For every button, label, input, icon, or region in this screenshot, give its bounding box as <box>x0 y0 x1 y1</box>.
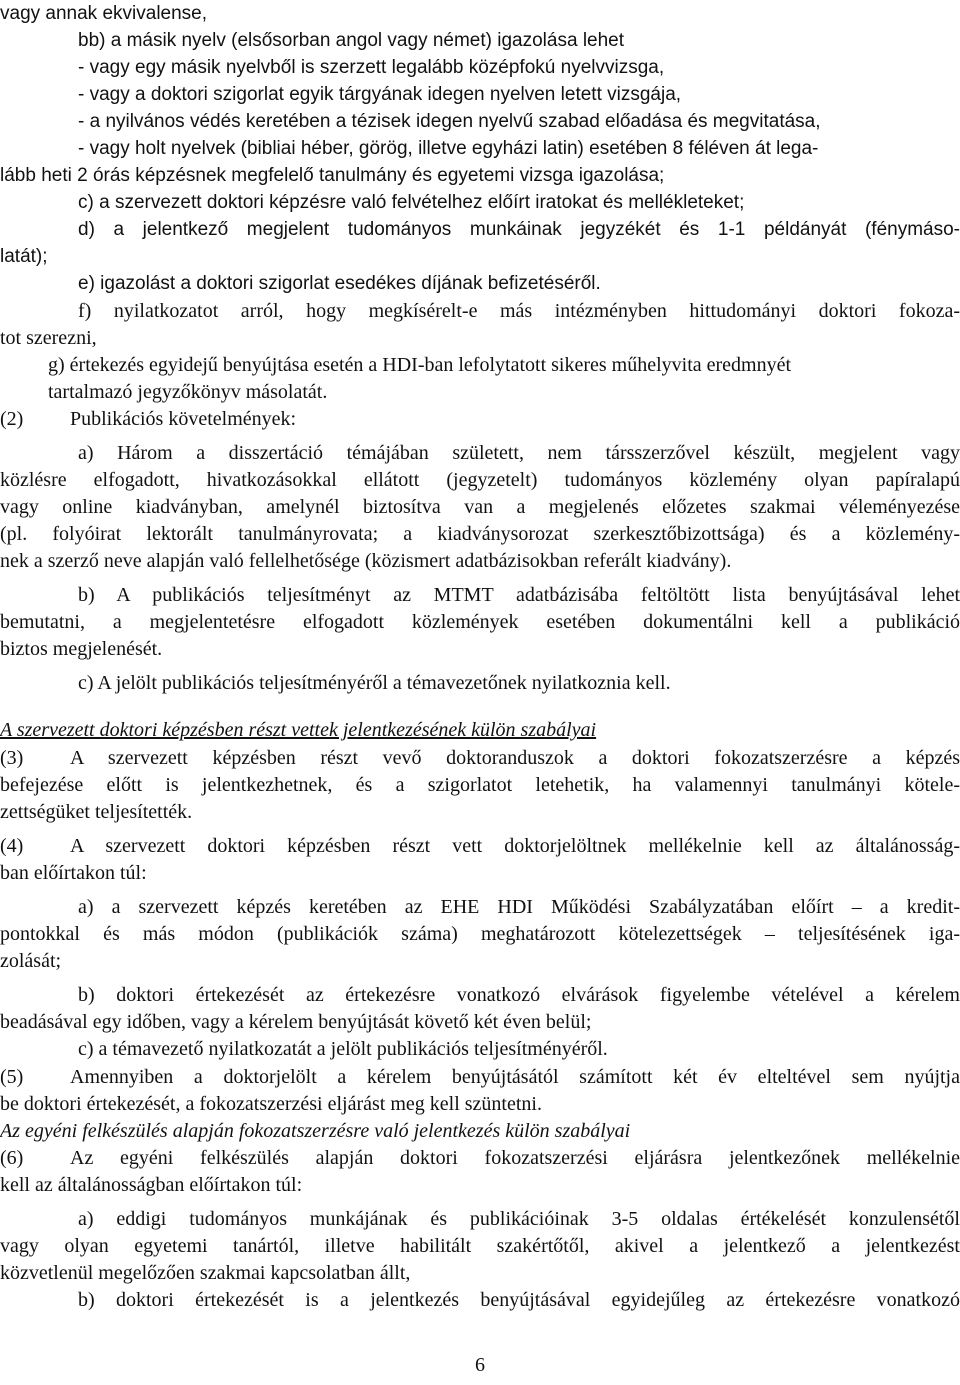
text-line: vagy online kiadványban, amelynél biztosítva van a megjelenés előzetes szakmai véleményezése <box>0 496 960 518</box>
text-line: közvetlenül megelőzően szakmai kapcsolatban állt, <box>0 1262 411 1284</box>
section-heading: A szervezett doktori képzésben részt vettek jelentkezésének külön szabályai <box>0 719 597 741</box>
paragraph-number: (3) <box>0 747 24 769</box>
text-line: be doktori értekezését, a fokozatszerzési eljárást meg kell szüntetni. <box>0 1093 542 1115</box>
paragraph-heading: (3) A szervezett képzésben részt vevő doktoranduszok a doktori fokozatszerzésre a képzés <box>0 745 960 772</box>
text-line: vagy olyan egyetemi tanártól, illetve habilitált szakértőtől, akivel a jelentkező a jelentkezést <box>0 1235 960 1257</box>
text-line: d) a jelentkező megjelent tudományos munkáinak jegyzékét és 1-1 példányát (fénymáso- <box>78 219 960 240</box>
text-line: tot szerezni, <box>0 327 97 349</box>
text-line: a) a szervezett képzés keretében az EHE HDI Működési Szabályzatában előírt – a kredit- <box>78 896 960 918</box>
text-line: c) A jelölt publikációs teljesítményéről a témavezetőnek nyilatkoznia kell. <box>78 672 671 694</box>
paragraph-heading: (6) Az egyéni felkészülés alapján doktori fokozatszerzési eljárásra jelentkezőnek mellékelnie <box>0 1145 960 1172</box>
page-number: 6 <box>475 1354 485 1376</box>
text-line: beadásával egy időben, vagy a kérelem benyújtását követő két éven belül; <box>0 1011 592 1033</box>
section-heading: Az egyéni felkészülés alapján fokozatszerzésre való jelentkezés külön szabályai <box>0 1120 631 1142</box>
text-line: nek a szerző neve alapján való fellelhetősége (közismert adatbázisokban referált kiadvány). <box>0 550 732 572</box>
text-line: - vagy holt nyelvek (bibliai héber, görög, illetve egyházi latin) esetében 8 féléven át lega- <box>78 138 819 159</box>
paragraph-heading: (4) A szervezett doktori képzésben részt vett doktorjelöltnek mellékelnie kell az általánosság- <box>0 833 960 860</box>
text-line: a) eddigi tudományos munkájának és publikációinak 3-5 oldalas értékelését konzulensétől <box>78 1208 960 1230</box>
text-line: - vagy a doktori szigorlat egyik tárgyának idegen nyelven letett vizsgája, <box>78 84 682 105</box>
text-line: bb) a másik nyelv (elsősorban angol vagy német) igazolása lehet <box>78 30 625 51</box>
text-line: ban előírtakon túl: <box>0 862 147 884</box>
paragraph-number: (2) <box>0 408 24 430</box>
text-line: - a nyilvános védés keretében a tézisek idegen nyelvű szabad előadása és megvitatása, <box>78 111 821 132</box>
text-line: e) igazolást a doktori szigorlat esedékes díjának befizetéséről. <box>78 273 601 294</box>
text-line: pontokkal és más módon (publikációk száma) meghatározott kötelezettségek – teljesítésének iga- <box>0 923 960 945</box>
paragraph-number: (6) <box>0 1147 24 1169</box>
text-line: latát); <box>0 246 48 267</box>
text-line: kell az általánosságban előírtakon túl: <box>0 1174 303 1196</box>
text-line: b) A publikációs teljesítményt az MTMT adatbázisába feltöltött lista benyújtásával lehet <box>78 584 960 606</box>
text-line: bemutatni, a megjelentetésre elfogadott közlemények esetében dokumentálni kell a publikáció <box>0 611 960 633</box>
text-line: (pl. folyóirat lektorált tanulmányrovata; a kiadványsorozat szerkesztőbizottsága) és a közlemény- <box>0 523 960 545</box>
text-line: vagy annak ekvivalense, <box>0 3 208 24</box>
paragraph-number: (4) <box>0 835 24 857</box>
text-line: zolását; <box>0 950 62 972</box>
text-line: zettségüket teljesítették. <box>0 801 193 823</box>
paragraph-number: (5) <box>0 1066 24 1088</box>
text-line: g) értekezés egyidejű benyújtása esetén a HDI-ban lefolytatott sikeres műhelyvita eredmnyét <box>48 354 792 376</box>
text-line: - vagy egy másik nyelvből is szerzett legalább középfokú nyelvvizsga, <box>78 57 665 78</box>
text-line: lább heti 2 órás képzésnek megfelelő tanulmány és egyetemi vizsga igazolása; <box>0 165 665 186</box>
text-line: b) doktori értekezését az értekezésre vonatkozó elvárások figyelembe vételével a kérelem <box>78 984 960 1006</box>
text-line: f) nyilatkozatot arról, hogy megkísérelt-e más intézményben hittudományi doktori fokoza- <box>78 300 960 322</box>
text-line: c) a szervezett doktori képzésre való felvételhez előírt iratokat és mellékleteket; <box>78 192 745 213</box>
text-line: biztos megjelenését. <box>0 638 163 660</box>
text-line: a) Három a disszertáció témájában született, nem társszerzővel készült, megjelent vagy <box>78 442 960 464</box>
text-line: c) a témavezető nyilatkozatát a jelölt publikációs teljesítményéről. <box>78 1038 608 1060</box>
text-line: b) doktori értekezését is a jelentkezés benyújtásával egyidejűleg az értekezésre vonatkozó <box>78 1289 960 1311</box>
text-line: közlésre elfogadott, hivatkozásokkal ellátott (jegyzetelt) tudományos közlemény olyan papíralapú <box>0 469 960 491</box>
paragraph-heading: (5) Amennyiben a doktorjelölt a kérelem benyújtásától számított két év elteltével sem nyújtja <box>0 1064 960 1091</box>
text-line: tartalmazó jegyzőkönyv másolatát. <box>48 381 328 403</box>
text-line: befejezése előtt is jelentkezhetnek, és a szigorlatot letehetik, ha valamennyi tanulmányi kötele- <box>0 774 960 796</box>
paragraph-heading: (2) Publikációs követelmények: <box>0 406 960 433</box>
